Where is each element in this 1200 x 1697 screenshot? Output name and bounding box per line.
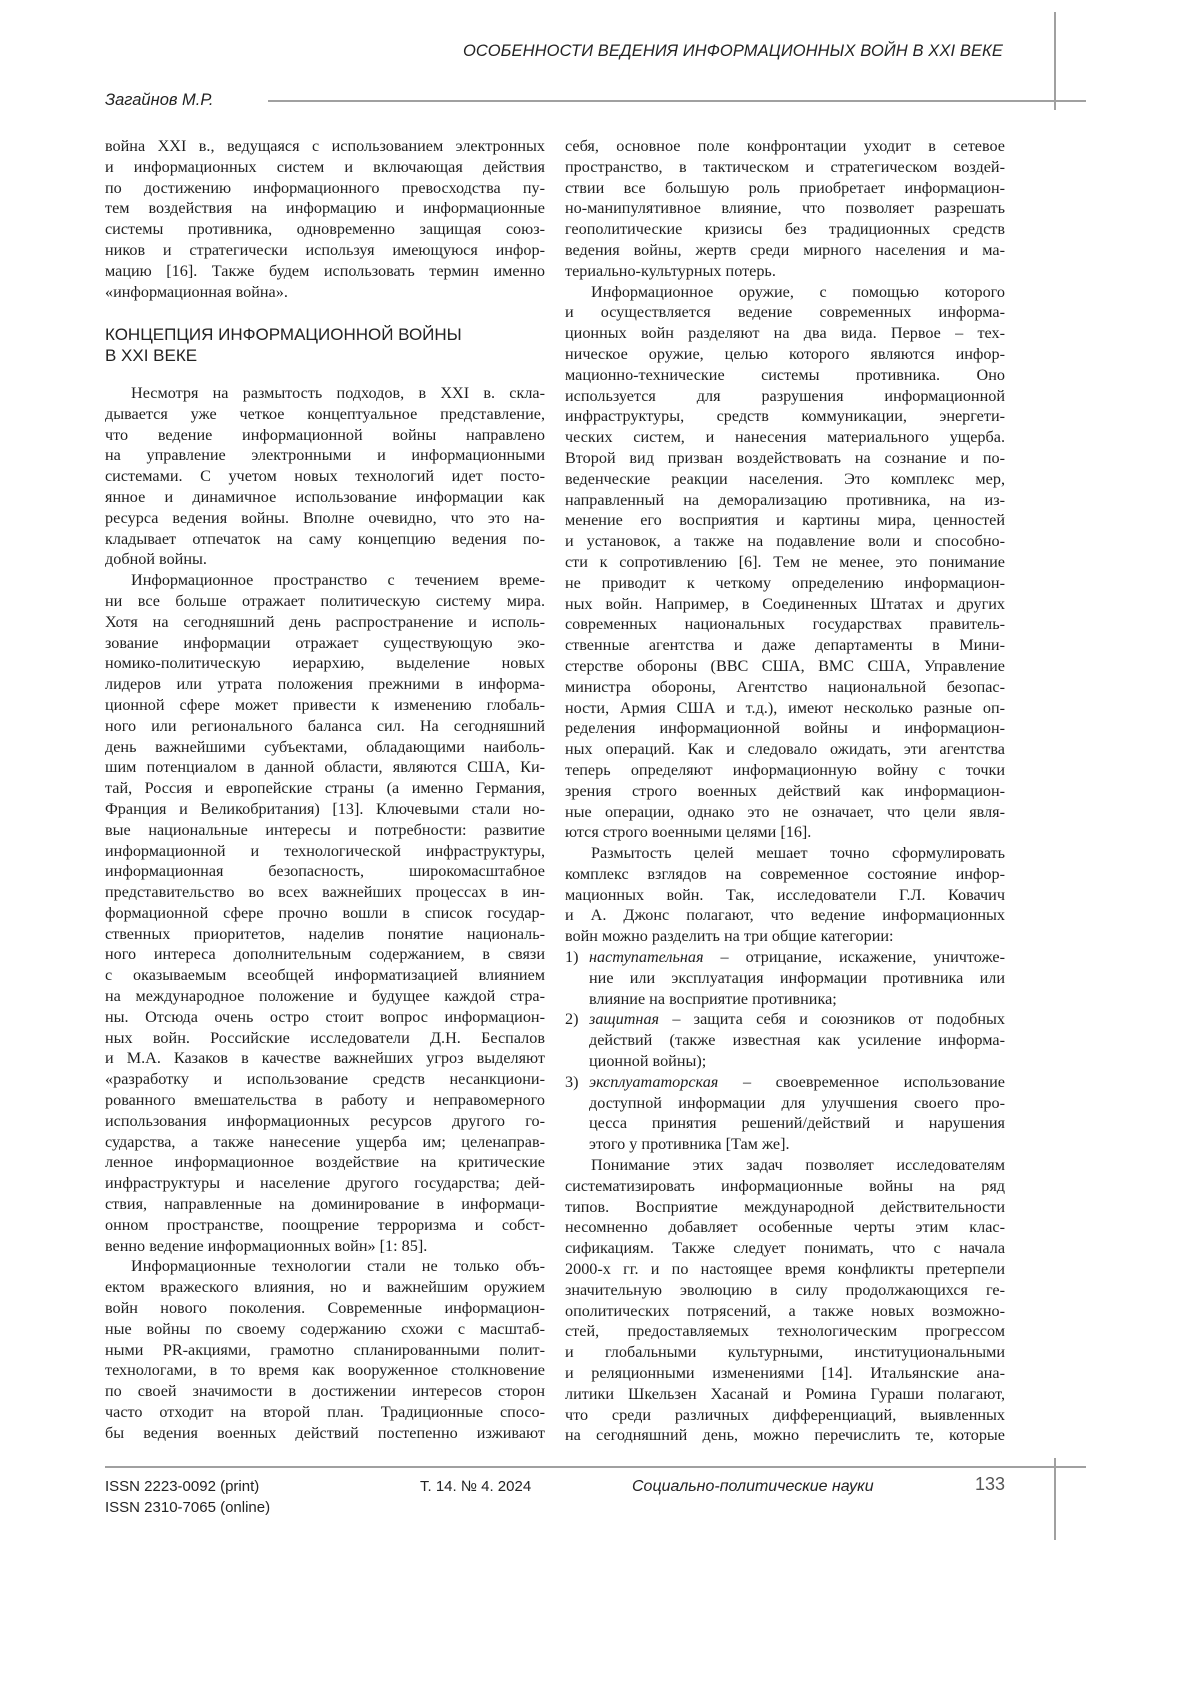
paragraph <box>565 843 1005 947</box>
text-line: Информационное пространство с течением време- <box>105 570 545 591</box>
text-line: шим потенциалом в данной области, являются США, Ки- <box>105 757 545 778</box>
text-line: и А. Джонс полагают, что ведение информационных <box>565 905 1005 926</box>
text-line: бы ведения военных действий постепенно изживают <box>105 1423 545 1444</box>
left-column <box>105 136 545 1444</box>
text-line: войн нового поколения. Современные информацион- <box>105 1298 545 1319</box>
text-line: ни все больше отражает политическую систему мира. <box>105 591 545 612</box>
text-line: добной войны. <box>105 549 545 570</box>
text-line: Понимание этих задач позволяет исследователям <box>565 1155 1005 1176</box>
text-line: ного интереса дополнительным содержанием, в связи <box>105 944 545 965</box>
header-vertical-rule <box>1054 12 1056 110</box>
text-line: на сегодняшний день, можно перечислить те, которые <box>565 1425 1005 1446</box>
text-line: и информационных систем и включающая действия <box>105 157 545 178</box>
text-line: ведения войны, жертв среди мирного населения и ма- <box>565 240 1005 261</box>
journal-name: Социально-политические науки <box>632 1476 874 1497</box>
text-line: по своей значимости в достижении интересов сторон <box>105 1381 545 1402</box>
text-line: направленный на деморализацию противника, на из- <box>565 490 1005 511</box>
text-line: 2000-х гг. и по настоящее время конфликты претерпели <box>565 1259 1005 1280</box>
list-item <box>565 1009 1005 1071</box>
text-line: себя, основное поле конфронтации уходит в сетевое <box>565 136 1005 157</box>
text-line: териально-культурных потерь. <box>565 261 1005 282</box>
text-line: ны. Отсюда очень остро стоит вопрос информацион- <box>105 1007 545 1028</box>
text-line: цесса принятия решений/действий и нарушения <box>589 1113 1005 1134</box>
text-line: рованного вмешательства в работу и неправомерного <box>105 1090 545 1111</box>
text-line: и установок, а также на подавление воли и способно- <box>565 531 1005 552</box>
text-line: пространство, в тактическом и стратегическом воздей- <box>565 157 1005 178</box>
text-line: и глобальными культурными, институциональными <box>565 1342 1005 1363</box>
text-line: ектом вражеского влияния, но и важнейшим оружием <box>105 1277 545 1298</box>
paragraph <box>565 282 1005 844</box>
list-term: наступательная <box>589 948 704 966</box>
text-line: венно ведение информационных войн» [1: 85]. <box>105 1236 545 1257</box>
text-line: систематизировать информационные войны на ряд <box>565 1176 1005 1197</box>
text-line: ленное информационное воздействие на критические <box>105 1152 545 1173</box>
text-line: влияние на восприятие противника; <box>589 989 1005 1010</box>
text-line: ные войны по своему содержанию схожи с масштаб- <box>105 1319 545 1340</box>
text-line: зрения строго военных действий как информацион- <box>565 781 1005 802</box>
text-line: вые национальные интересы и потребности: развитие <box>105 820 545 841</box>
right-column <box>565 136 1005 1446</box>
text-line: формационной сфере прочно вошли в список государ- <box>105 903 545 924</box>
text-line: мационно-технические системы противника. Оно <box>565 365 1005 386</box>
text-line: министра обороны, Агентство национальной безопас- <box>565 677 1005 698</box>
paragraph <box>565 136 1005 282</box>
text-line: геополитические кризисы без традиционных средств <box>565 219 1005 240</box>
text-line: и осуществляется ведение современных информа- <box>565 302 1005 323</box>
text-line: онном пространстве, поощрение терроризма и собст- <box>105 1215 545 1236</box>
text-line: веденческие реакции населения. Это комплекс мер, <box>565 469 1005 490</box>
text-line: но-манипулятивное влияние, что позволяет разрешать <box>565 198 1005 219</box>
text-line: ются строго военными целями [16]. <box>565 822 1005 843</box>
text-line: ных операций. Как и следовало ожидать, эти агентства <box>565 739 1005 760</box>
text-line: ственные агентства и даже департаменты в Мини- <box>565 635 1005 656</box>
text-line: ническое оружие, целью которого являются инфор- <box>565 344 1005 365</box>
footer-rule <box>105 1466 1086 1468</box>
text-line: и реляционными изменениями [14]. Итальянские ана- <box>565 1363 1005 1384</box>
footer-vertical-rule <box>1054 1458 1056 1540</box>
text-line: действий (также известная как усиление информа- <box>589 1030 1005 1051</box>
text-line: литики Шкельзен Хасанай и Ромина Гураши полагают, <box>565 1384 1005 1405</box>
text-line: мацию [16]. Также будем использовать термин именно <box>105 261 545 282</box>
text-line <box>589 1009 1005 1030</box>
text-line: ствии все большую роль приобретает информацион- <box>565 178 1005 199</box>
issn-block <box>105 1476 270 1518</box>
text-line: зование информации отражает существующую эко- <box>105 633 545 654</box>
text-line: война XXI в., ведущаяся с использованием электронных <box>105 136 545 157</box>
issn-print: ISSN 2223-0092 (print) <box>105 1476 270 1497</box>
text-line: значительную эволюцию в силу продолжающихся ге- <box>565 1280 1005 1301</box>
text-line: что ведение информационной войны направлено <box>105 425 545 446</box>
text-line: день важнейшими субъектами, обладающими наиболь- <box>105 737 545 758</box>
text-line: стей, предоставляемых технологическим прогрессом <box>565 1321 1005 1342</box>
volume-issue: Т. 14. № 4. 2024 <box>420 1476 531 1497</box>
text-line: ционной войны); <box>589 1051 1005 1072</box>
text-line: сификациям. Также следует понимать, что с начала <box>565 1238 1005 1259</box>
text-line: ствия, направленные на доминирование в информаци- <box>105 1194 545 1215</box>
text-line: «разработку и использование средств несанкциони- <box>105 1069 545 1090</box>
text-line: что среди различных дифференциаций, выявленных <box>565 1405 1005 1426</box>
text-line: системы противника, одновременно защищая союз- <box>105 219 545 240</box>
paragraph <box>105 570 545 1256</box>
list-number: 1) <box>565 947 578 968</box>
text-line: ственных приоритетов, наделив понятие националь- <box>105 924 545 945</box>
text-line: Размытость целей мешает точно сформулировать <box>565 843 1005 864</box>
text-line: ного или регионального баланса сил. На сегодняшний <box>105 716 545 737</box>
text-line: войн можно разделить на три общие категории: <box>565 926 1005 947</box>
text-line: сударства, а также нанесение ущерба им; целенаправ- <box>105 1132 545 1153</box>
text-line: ников и стратегически используя имеющуюся инфор- <box>105 240 545 261</box>
text-line: ние или эксплуатация информации противника или <box>589 968 1005 989</box>
text-line: инфраструктуры, средств коммуникации, энергети- <box>565 406 1005 427</box>
text-line: доступной информации для улучшения своего про- <box>589 1093 1005 1114</box>
text-line: Хотя на сегодняшний день распространение и исполь- <box>105 612 545 633</box>
text-line: ополитических потрясений, а также новых возможно- <box>565 1301 1005 1322</box>
text-line: комплекс взглядов на современное состояние инфор- <box>565 864 1005 885</box>
text-line: на международное положение и будущее каждой стра- <box>105 986 545 1007</box>
text-line: часто отходит на второй план. Традиционные спосо- <box>105 1402 545 1423</box>
list-text: – своевременное использование <box>718 1073 1005 1091</box>
list-term: защитная <box>589 1010 659 1028</box>
text-line: стерстве обороны (ВВС США, ВМС США, Управление <box>565 656 1005 677</box>
running-title: ОСОБЕННОСТИ ВЕДЕНИЯ ИНФОРМАЦИОННЫХ ВОЙН В XXI ВЕКЕ <box>463 42 1003 61</box>
text-line: номико-политическую иерархию, выделение новых <box>105 653 545 674</box>
text-line: тем воздействия на информацию и информационные <box>105 198 545 219</box>
text-line: ческих систем, и нанесения материального ущерба. <box>565 427 1005 448</box>
text-line <box>589 947 1005 968</box>
text-line <box>589 1072 1005 1093</box>
text-line: Второй вид призван воздействовать на сознание и по- <box>565 448 1005 469</box>
text-line: ресурса ведения войны. Вполне очевидно, что это на- <box>105 508 545 529</box>
author-name: Загайнов М.Р. <box>105 91 213 110</box>
text-line: этого у противника [Там же]. <box>589 1134 1005 1155</box>
paragraph <box>105 1256 545 1443</box>
text-line: по достижению информационного превосходства пу- <box>105 178 545 199</box>
text-line: ределения информационной войны и информацион- <box>565 718 1005 739</box>
text-line: использования информационных ресурсов другого го- <box>105 1111 545 1132</box>
text-line: лидеров или утрата положения прежними в информа- <box>105 674 545 695</box>
header-rule <box>268 100 1086 102</box>
text-line: не приводит к четкому определению информацион- <box>565 573 1005 594</box>
text-line: дывается уже четкое концептуальное представление, <box>105 404 545 425</box>
list-text: – защита себя и союзников от подобных <box>659 1010 1005 1028</box>
list-term: эксплуататорская <box>589 1073 718 1091</box>
list-item <box>565 947 1005 1009</box>
text-line: кладывает отпечаток на саму концепцию ведения по- <box>105 529 545 550</box>
text-line: информационная безопасность, широкомасштабное <box>105 861 545 882</box>
text-line: ные операции, однако это не означает, что цели явля- <box>565 802 1005 823</box>
text-line: инфраструктуры и население другого государства; дей- <box>105 1173 545 1194</box>
text-line: типов. Восприятие международной действительности <box>565 1197 1005 1218</box>
text-line: ных войн. Например, в Соединенных Штатах и других <box>565 594 1005 615</box>
list-number: 3) <box>565 1072 578 1093</box>
text-line: тай, Россия и европейские страны (а именно Германия, <box>105 778 545 799</box>
text-line: ных войн. Российские исследователи Д.Н. Беспалов <box>105 1028 545 1049</box>
text-line: Франция и Великобритания) [13]. Ключевыми стали но- <box>105 799 545 820</box>
list-number: 2) <box>565 1009 578 1030</box>
paragraph <box>565 1155 1005 1446</box>
text-line: КОНЦЕПЦИЯ ИНФОРМАЦИОННОЙ ВОЙНЫ <box>105 324 545 345</box>
text-line: технологами, в то время как вооруженное столкновение <box>105 1360 545 1381</box>
list-text: – отрицание, искажение, уничтоже- <box>704 948 1005 966</box>
text-line: информационной и технологической инфраструктуры, <box>105 841 545 862</box>
text-line: мационных войн. Так, исследователи Г.Л. Ковачич <box>565 885 1005 906</box>
text-line: сти к сопротивлению [6]. Тем не менее, это понимание <box>565 552 1005 573</box>
page-number: 133 <box>975 1474 1005 1495</box>
text-line: менение его восприятия и картины мира, ценностей <box>565 510 1005 531</box>
paragraph <box>105 136 545 302</box>
text-line: «информационная война». <box>105 282 545 303</box>
text-line: системами. С учетом новых технологий идет посто- <box>105 466 545 487</box>
text-line: ности, Армия США и т.д.), имеют несколько разные оп- <box>565 698 1005 719</box>
text-line: ными PR-акциями, грамотно спланированными полит- <box>105 1340 545 1361</box>
text-line: современных национальных государствах правитель- <box>565 614 1005 635</box>
text-line: и М.А. Казаков в качестве важнейших угроз выделяют <box>105 1048 545 1069</box>
text-line: несомненно добавляет особенные черты этим клас- <box>565 1217 1005 1238</box>
text-line: В XXI ВЕКЕ <box>105 345 545 366</box>
text-line: Несмотря на размытость подходов, в XXI в. скла- <box>105 383 545 404</box>
text-line: с оказываемым всеобщей информатизацией влиянием <box>105 965 545 986</box>
list-item <box>565 1072 1005 1155</box>
text-line: Информационное оружие, с помощью которого <box>565 282 1005 303</box>
issn-online: ISSN 2310-7065 (online) <box>105 1497 270 1518</box>
text-line: Информационные технологии стали не только объ- <box>105 1256 545 1277</box>
text-line: теперь определяют информационную войну с точки <box>565 760 1005 781</box>
section-heading <box>105 324 545 366</box>
text-line: ционных войн разделяют на два вида. Первое – тех- <box>565 323 1005 344</box>
text-line: ционной сфере может привести к изменению глобаль- <box>105 695 545 716</box>
text-line: янное и динамичное использование информации как <box>105 487 545 508</box>
text-line: на управление электронными и информационными <box>105 445 545 466</box>
paragraph <box>105 383 545 570</box>
text-line: представительство во всех важнейших процессах в ин- <box>105 882 545 903</box>
text-line: используется для разрушения информационной <box>565 386 1005 407</box>
